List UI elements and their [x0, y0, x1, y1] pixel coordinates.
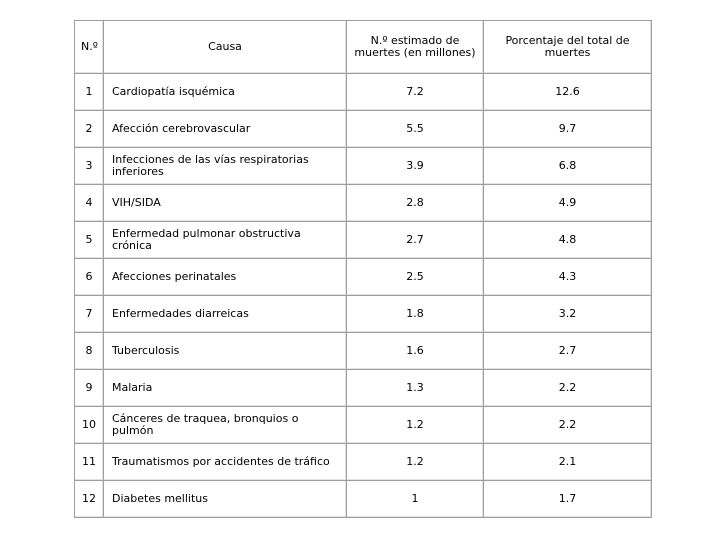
row-number: 8 [75, 333, 104, 370]
row-percentage: 1.7 [484, 481, 652, 518]
row-cause: Cánceres de traquea, bronquios o pulmón [104, 407, 347, 444]
table-row [75, 333, 652, 370]
row-estimated: 1.3 [347, 370, 484, 407]
row-percentage: 3.2 [484, 296, 652, 333]
table-row [75, 481, 652, 518]
row-cause: Infecciones de las vías respiratorias inferiores [104, 148, 347, 185]
row-percentage: 9.7 [484, 111, 652, 148]
table-row [75, 370, 652, 407]
row-number: 4 [75, 185, 104, 222]
row-percentage: 2.2 [484, 370, 652, 407]
row-percentage: 4.8 [484, 222, 652, 259]
table-row [75, 296, 652, 333]
row-percentage: 2.7 [484, 333, 652, 370]
row-cause: Malaria [104, 370, 347, 407]
row-estimated: 2.8 [347, 185, 484, 222]
row-number: 6 [75, 259, 104, 296]
row-number: 9 [75, 370, 104, 407]
row-percentage: 4.3 [484, 259, 652, 296]
row-number: 1 [75, 74, 104, 111]
row-cause: Cardiopatía isquémica [104, 74, 347, 111]
table-row [75, 185, 652, 222]
row-cause: Enfermedades diarreicas [104, 296, 347, 333]
table-header-row [75, 21, 652, 74]
row-cause: Afección cerebrovascular [104, 111, 347, 148]
row-percentage: 6.8 [484, 148, 652, 185]
row-number: 10 [75, 407, 104, 444]
row-estimated: 3.9 [347, 148, 484, 185]
table-body [75, 74, 652, 518]
row-percentage: 12.6 [484, 74, 652, 111]
header-number: N.º [75, 21, 104, 74]
row-estimated: 1.2 [347, 407, 484, 444]
mortality-causes-table [74, 20, 652, 518]
row-number: 7 [75, 296, 104, 333]
row-estimated: 1.2 [347, 444, 484, 481]
row-cause: Traumatismos por accidentes de tráfico [104, 444, 347, 481]
row-number: 11 [75, 444, 104, 481]
row-number: 3 [75, 148, 104, 185]
header-estimated-deaths: N.º estimado de muertes (en millones) [347, 21, 484, 74]
row-number: 5 [75, 222, 104, 259]
header-percentage: Porcentaje del total de muertes [484, 21, 652, 74]
row-cause: VIH/SIDA [104, 185, 347, 222]
row-estimated: 1 [347, 481, 484, 518]
row-cause: Tuberculosis [104, 333, 347, 370]
row-cause: Afecciones perinatales [104, 259, 347, 296]
table-row [75, 259, 652, 296]
table-row [75, 444, 652, 481]
row-percentage: 4.9 [484, 185, 652, 222]
table-row [75, 111, 652, 148]
row-estimated: 1.8 [347, 296, 484, 333]
row-estimated: 5.5 [347, 111, 484, 148]
row-cause: Enfermedad pulmonar obstructiva crónica [104, 222, 347, 259]
row-estimated: 2.7 [347, 222, 484, 259]
row-number: 2 [75, 111, 104, 148]
row-number: 12 [75, 481, 104, 518]
table-row [75, 407, 652, 444]
header-cause: Causa [104, 21, 347, 74]
row-percentage: 2.1 [484, 444, 652, 481]
row-percentage: 2.2 [484, 407, 652, 444]
row-estimated: 2.5 [347, 259, 484, 296]
row-estimated: 1.6 [347, 333, 484, 370]
mortality-table-container [74, 20, 651, 518]
row-cause: Diabetes mellitus [104, 481, 347, 518]
row-estimated: 7.2 [347, 74, 484, 111]
table-row [75, 222, 652, 259]
table-row [75, 74, 652, 111]
table-row [75, 148, 652, 185]
